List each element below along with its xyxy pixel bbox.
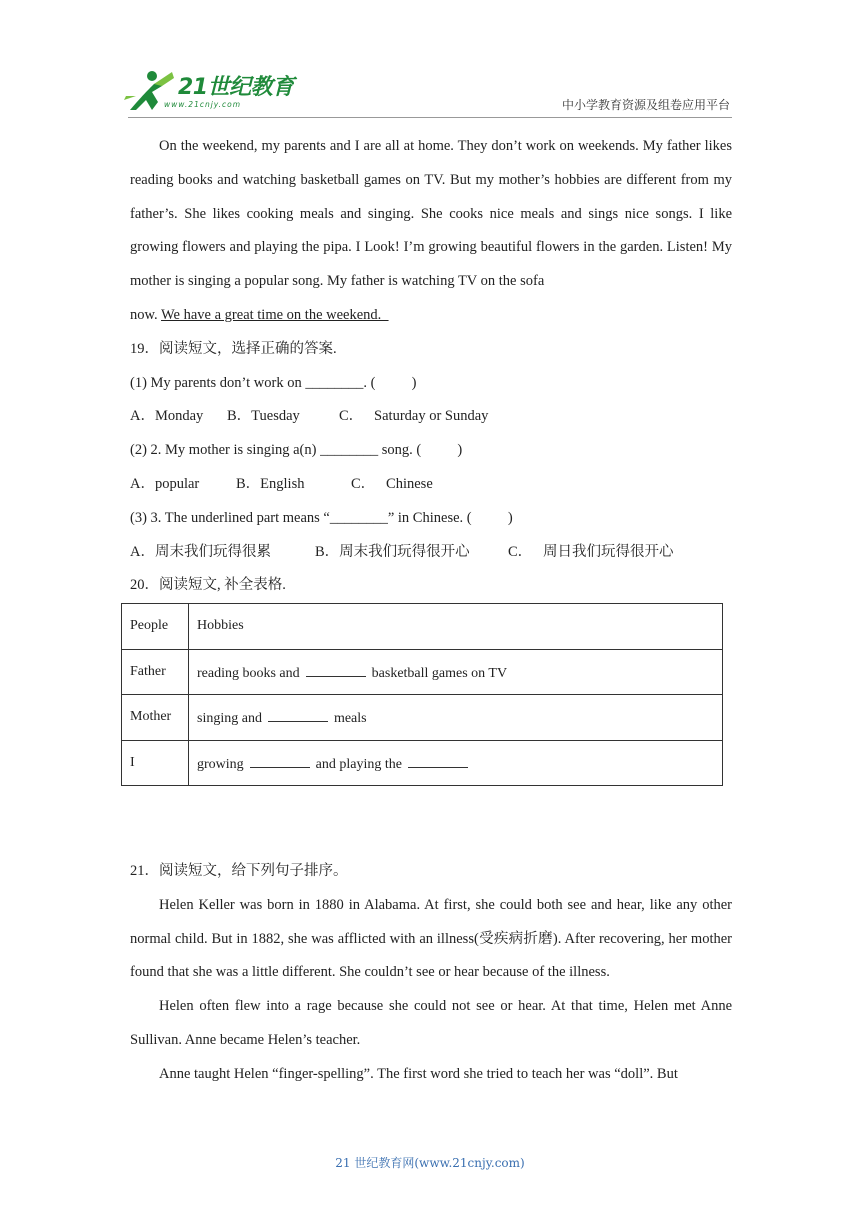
passage-line-prefix: now.: [130, 306, 162, 323]
table-cell-person: Father: [122, 649, 189, 695]
table-cell-hobby: [189, 740, 723, 786]
option-a[interactable]: A．popular: [130, 475, 200, 492]
hobbies-table: [121, 603, 723, 786]
logo-text: 21世纪教育: [178, 75, 294, 100]
hobby-text: reading books and: [197, 665, 300, 681]
question-19-3-options: [130, 536, 732, 570]
passage-2-paragraph-1: [130, 889, 732, 990]
underlined-sentence: We have a great time on the weekend.: [161, 306, 389, 323]
question-19-2-options: [130, 468, 732, 502]
passage-line: different from my father’s. She likes cooking meals and singing. She cooks nice meals and sings: [130, 171, 733, 222]
question-19-1-stem: (1) My parents don’t work on ________. ( ): [130, 374, 417, 391]
hobby-text: basketball games on TV: [371, 665, 508, 681]
passage-line: other normal child. But in 1882, she was afflicted with an illness(受疾病折磨). After recovering,: [130, 896, 733, 947]
option-a[interactable]: A．Monday: [130, 408, 204, 425]
question-19-title: 19．阅读短文，选择正确的答案.: [130, 340, 337, 357]
passage-1: [130, 130, 732, 603]
page-footer[interactable]: 21 世纪教育网(www.21cnjy.com): [335, 1156, 525, 1170]
table-row: [122, 649, 723, 695]
table-cell-person: I: [122, 740, 189, 786]
passage-2-paragraph-2: [130, 990, 732, 1058]
option-c[interactable]: C． Chinese: [351, 475, 433, 492]
header-platform-text: 中小学教育资源及组卷应用平台: [561, 98, 730, 112]
hobby-text: and playing the: [315, 756, 402, 772]
option-c[interactable]: C． Saturday or Sunday: [339, 408, 489, 425]
page-header: [0, 0, 860, 120]
logo-url: www.21cnjy.com: [164, 100, 242, 109]
fill-blank[interactable]: [408, 753, 468, 768]
passage-line: father likes reading books and watching basketball games on TV. But my mother’s hobbies are: [130, 138, 732, 188]
passage-last-line: [130, 299, 732, 333]
passage-line: Anne taught Helen “finger-spelling”. The first word she tried to teach her was “doll”. But: [159, 1065, 678, 1082]
fill-blank[interactable]: [306, 662, 366, 677]
passage-1-paragraph: [130, 130, 732, 299]
question-19-3-stem: (3) 3. The underlined part means “________” in Chinese. ( ): [130, 509, 513, 526]
table-header-cell: People: [122, 604, 189, 650]
passage-line: Anne Sullivan. Anne became Helen’s teacher.: [130, 998, 733, 1048]
question-19-1-options: [130, 400, 732, 434]
passage-line: Helen often flew into a rage because she could not see or hear. At that time, Helen met: [159, 998, 696, 1015]
passage-line: Helen Keller was born in 1880 in Alabama. At first, she could both see and hear, like any: [159, 896, 698, 913]
fill-blank[interactable]: [250, 753, 310, 768]
fill-blank[interactable]: [268, 707, 328, 722]
passage-line: nice songs. I like growing flowers and playing the pipa. I Look! I’m growing beautiful flowers in: [130, 205, 733, 256]
option-b[interactable]: B．周末我们玩得很开心: [315, 543, 470, 560]
passage-line: her mother found that she was a little different. She couldn’t see or hear because of the illness.: [130, 930, 732, 981]
option-c[interactable]: C． 周日我们玩得很开心: [508, 543, 674, 560]
table-cell-person: Mother: [122, 695, 189, 741]
option-b[interactable]: B．English: [236, 475, 305, 492]
question-20-title: 20．阅读短文, 补全表格.: [130, 577, 286, 594]
passage-line: On the weekend, my parents and I are all at home. They don’t work on weekends. My: [159, 138, 663, 154]
table-row: [122, 695, 723, 741]
question-21-title: 21．阅读短文，给下列句子排序。: [130, 863, 348, 879]
table-cell-hobby: [189, 695, 723, 741]
passage-2-paragraph-3: [130, 1058, 732, 1092]
option-b[interactable]: B．Tuesday: [227, 408, 300, 425]
hobby-text: growing: [197, 756, 244, 772]
question-21: [130, 855, 732, 1092]
option-a[interactable]: A．周末我们玩得很累: [130, 543, 271, 560]
table-row: [122, 604, 723, 650]
question-19-2-stem: (2) 2. My mother is singing a(n) ________ song. ( ): [130, 442, 463, 459]
hobby-text: meals: [333, 711, 367, 727]
hobby-text: singing and: [197, 711, 262, 727]
table-header-cell: Hobbies: [189, 604, 723, 650]
passage-line: the garden. Listen! My mother is singing a popular song. My father is watching TV on the sofa: [130, 239, 732, 290]
table-row: [122, 740, 723, 786]
header-divider: [128, 117, 732, 118]
table-cell-hobby: [189, 649, 723, 695]
